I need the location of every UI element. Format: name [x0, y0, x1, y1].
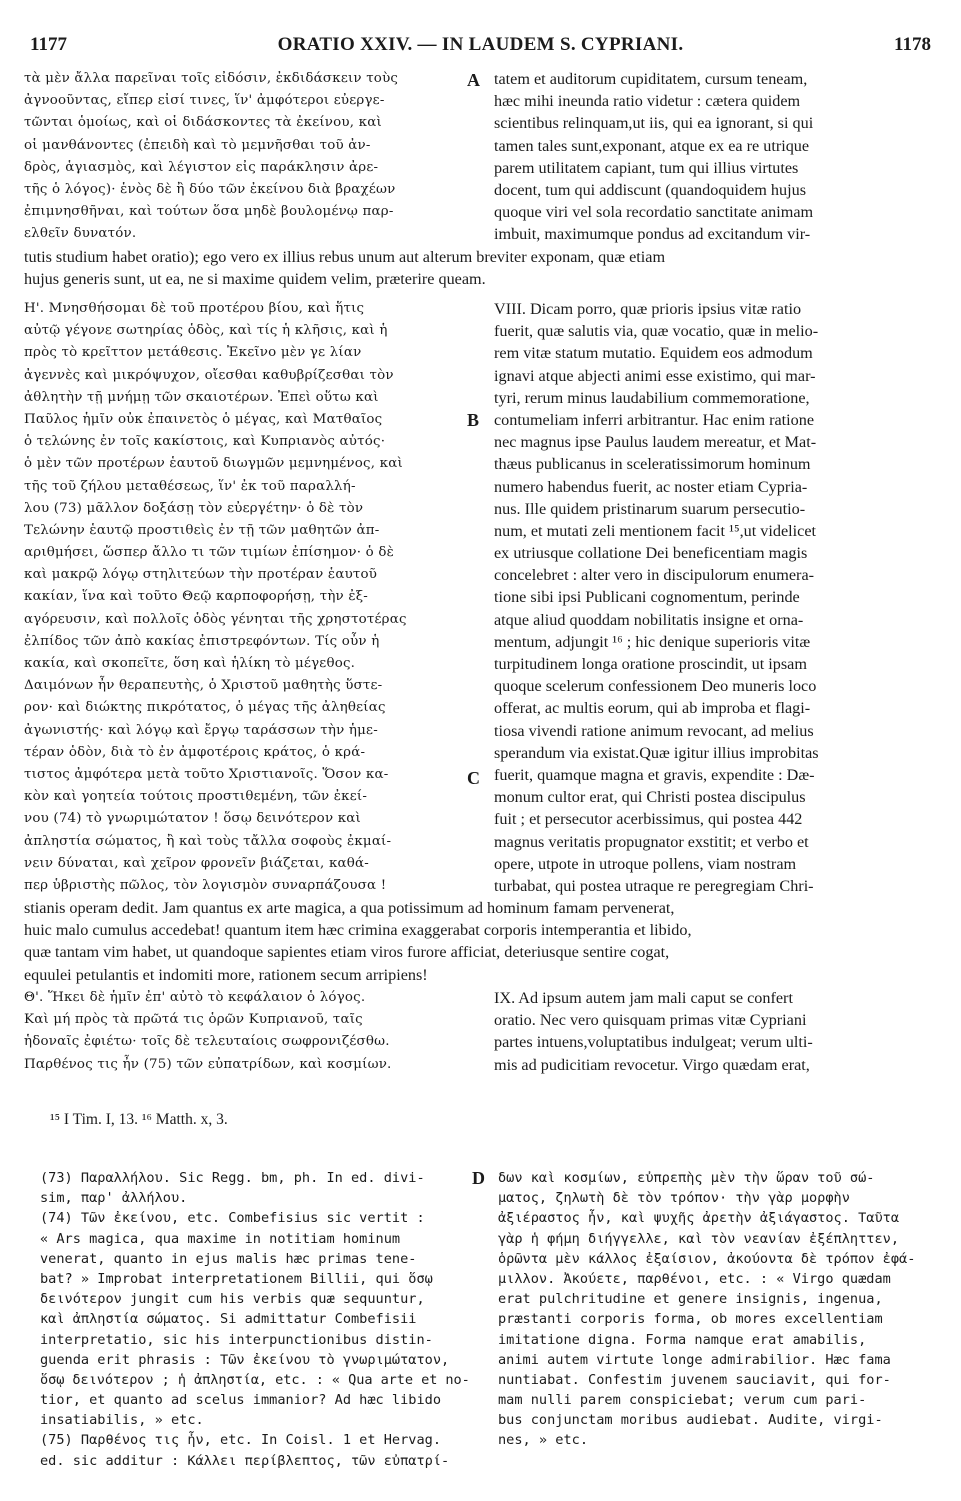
greek-line: ὁ μὲν τῶν προτέρων ἑαυτοῦ διωγμῶν μεμνημένος, καὶ [24, 456, 403, 472]
note-line: venerat, quanto in ejus malis hæc primas tene- [40, 1250, 417, 1267]
greek-line: Θ'. Ἥκει δὲ ἡμῖν ἐπ' αὐτὸ τὸ κεφάλαιον ὁ λόγος. [24, 990, 366, 1005]
latin-line: magnus veritatis propugnator exstitit; et verbo et [494, 832, 809, 851]
latin-line: offerat, ac multis eorum, qui ab improba et flagi- [494, 699, 811, 718]
greek-line: Τελώνην ἑαυτῷ προστιθεὶς ἐν τῇ τῶν μαθητῶν ἀπ- [24, 522, 380, 538]
latin-line: tione sibi ipsi Publicani cognomentum, perinde [494, 588, 800, 607]
latin-line: fuerit, quæ salutis via, quæ vocatio, quæ in melio- [494, 322, 819, 341]
margin-marker-b: B [467, 410, 480, 430]
greek-line: δρὸς, ἁγιασμὸς, καὶ λέγιστον εἰς παράκλησιν ἀρε- [24, 159, 379, 175]
latin-line: oratio. Nec vero quisquam primas vitæ Cypriani [494, 1011, 807, 1030]
latin-line: atque aliud quoddam nobilitatis insigne et orna- [494, 610, 804, 629]
greek-line: Δαιμόνων ἦν θεραπευτὴς, ὁ Χριστοῦ μαθητὴς ὕστε- [24, 678, 383, 694]
full-width-text-1 [24, 246, 939, 290]
latin-line: partes intuens,voluptatibus indulgeat; verum ulti- [494, 1033, 813, 1052]
latin-column-section-2 [494, 298, 934, 897]
latin-line: quoque viri vel sola recordatio sanctitate animam [494, 203, 814, 222]
greek-line: ρον· καὶ διώκτης πικρότατος, ὁ μέγας τῆς ἀληθείας [24, 700, 386, 716]
latin-line: ex utriusque collatione Dei beneficentiam magis [494, 544, 808, 563]
greek-line: τὰ μὲν ἄλλα παρεῖναι τοῖς εἰδόσιν, ἐκδιδάσκειν τοὺς [24, 71, 399, 86]
latin-line: fuit ; et persecutor acerbissimus, qui postea 442 [494, 810, 803, 829]
latin-line: imbuit, maximumque pondus ad excitandum vir- [494, 225, 811, 244]
note-line: mam nulli parem conspiciebat; verum cum pari- [498, 1392, 867, 1409]
latin-line: numero habendus fuerit, ac noster etiam Cypria- [494, 477, 808, 496]
note-line: ὁρῶντα μὲν κάλλος ἐξαίσιον, ἀκούοντα δὲ τρόπον ἐφά- [498, 1250, 916, 1267]
editorial-notes-left [40, 1168, 470, 1471]
greek-line: τιστος ἀμφότερα μετὰ τοῦτο Χριστιανοῖς. Ὅσον κα- [24, 766, 389, 782]
note-line: δων καὶ κοσμίων, εὐπρεπὴς μὲν τὴν ὥραν τοῦ σώ- [498, 1170, 875, 1186]
greek-line: ἀγεννὲς καὶ μικρόψυχον, οἴεσθαι καθυβρίζεσθαι τὸν [24, 367, 394, 383]
full-width-text-2 [24, 897, 939, 986]
note-line: sim, παρ' ἀλλήλου. [40, 1190, 188, 1207]
greek-line: τῆς ὁ λόγος)· ἑνὸς δὲ ἢ δύο τῶν ἐκείνου διὰ βραχέων [24, 181, 396, 197]
latin-line: rem vitæ statum mutatio. Equidem eos admodum [494, 344, 813, 363]
margin-marker-a: A [467, 70, 480, 90]
greek-line: ἀγωνιστής· καὶ λόγῳ καὶ ἔργῳ ταράσσων τὴν ἡμε- [24, 722, 378, 738]
scripture-footnotes [50, 1110, 650, 1130]
latin-line: sperandum via existat.Quæ igitur illius improbitas [494, 743, 819, 762]
greek-line: πρὸς τὸ κρεῖττον μετάθεσις. Ἐκεῖνο μὲν γε λίαν [24, 345, 362, 361]
note-line: animi autem virtute longe admirabilior. Hæc fama [498, 1351, 891, 1368]
greek-line: Παρθένος τις ἦν (75) τῶν εὐπατρίδων, καὶ κοσμίων. [24, 1056, 392, 1072]
latin-line: ignavi atque abjecti animi esse existimo, qui mar- [494, 366, 816, 385]
latin-line: fuerit, quamque magna et gravis, expendite : Dæ- [494, 765, 815, 784]
note-line: ed. sic additur : Κάλλει περίβλεπτος, τῶν εὐπατρί- [40, 1452, 450, 1469]
greek-column-section-3 [24, 987, 464, 1076]
note-line: insatiabilis, » etc. [40, 1412, 204, 1429]
right-page-number: 1178 [894, 34, 931, 55]
running-title: ORATIO XXIV. — IN LAUDEM S. CYPRIANI. [277, 34, 684, 55]
latin-line: scientibus relinquam,ut iis, qui ea ignorant, si qui [494, 114, 814, 133]
note-line: (73) Παραλλήλου. Sic Regg. bm, ph. In ed. divi- [40, 1170, 425, 1186]
note-line: « Ars magica, qua maxime in notitiam hominum [40, 1230, 401, 1247]
greek-line: ἐλπίδος τῶν ἀπὸ κακίας ἐπιστρεφόντων. Τίς οὖν ἡ [24, 633, 380, 649]
greek-line: ἐπιμνησθῆναι, καὶ τούτων ὅσα μηδὲ βουλομένῳ παρ- [24, 204, 394, 220]
greek-line: Η'. Μνησθήσομαι δὲ τοῦ προτέρου βίου, καὶ ἥτις [24, 301, 365, 316]
note-line: καὶ ἀπληστία σώματος. Si admittatur Combefisii [40, 1311, 417, 1328]
note-line: nuntiabat. Confestim juvenem sauciavit, qui for- [498, 1371, 891, 1388]
note-line: erat pulchritudine et genere insignis, ingenua, [498, 1291, 883, 1308]
latin-line: tatem et auditorum cupiditatem, cursum teneam, [494, 70, 808, 88]
greek-line: νειν δύναται, καὶ χεῖρον φρονεῖν βιάζεται, καθά- [24, 855, 369, 871]
latin-line: num, et mutati zeli mentionem facit ¹⁵,ut videlicet [494, 521, 817, 540]
text-line: huic malo cumulus accedebat! quantum item hæc crimina exaggerabat corporis intemperantia et libido, [24, 921, 692, 940]
greek-line: περ ὑβριστὴς πῶλος, τὸν λογισμὸν συναρπάζουσα ! [24, 877, 387, 893]
greek-line: κακία, καὶ σκοπεῖτε, ὅση καὶ ἡλίκη τὸ μέγεθος. [24, 656, 356, 671]
latin-line: turbabat, qui postea utraque re peregregiam Chri- [494, 876, 814, 895]
page-header [30, 34, 931, 56]
latin-column-section-1 [494, 68, 934, 246]
greek-column-section-1 [24, 68, 464, 246]
margin-marker-c: C [467, 768, 480, 788]
greek-line: οἱ μανθάνοντες (ἐπειδὴ καὶ τὸ μεμνῆσθαι τοῦ ἀν- [24, 137, 371, 153]
latin-line: IX. Ad ipsum autem jam mali caput se confert [494, 989, 793, 1007]
greek-line: ελθεῖν δυνατόν. [24, 226, 137, 242]
latin-line: opere, utpote in utroque pollens, viam nostram [494, 854, 797, 873]
margin-marker-d: D [472, 1168, 485, 1188]
text-line: hujus generis sunt, ut ea, ne si maxime quidem velim, præterire queam. [24, 270, 486, 289]
greek-line: Παῦλος ἡμῖν οὐκ ἐπαινετὸς ὁ μέγας, καὶ Ματθαῖος [24, 411, 383, 427]
greek-line: ἀγνοοῦντας, εἴπερ εἰσί τινες, ἵν' ἀμφότεροι εὐεργε- [24, 93, 385, 109]
latin-line: monum cultor erat, qui Christi postea discipulus [494, 788, 806, 807]
editorial-notes-right [498, 1168, 938, 1451]
latin-line: docent, tum qui addiscunt (quandoquidem hujus [494, 180, 807, 199]
greek-line: ἡδοναῖς ἐφιέτω· τοῖς δὲ τελευταίοις σωφρονιζέσθω. [24, 1034, 390, 1050]
greek-line: κακίαν, ἵνα καὶ τοῦτο Θεῷ καρποφορήσῃ, τὴν ἐξ- [24, 589, 369, 605]
note-line: interpretatio, sic his interpunctionibus distin- [40, 1331, 433, 1348]
greek-line: αὐτῷ γέγονε σωτηρίας ὁδὸς, καὶ τίς ἡ κλῆσις, καὶ ἡ [24, 323, 388, 339]
latin-line: thæus publicanus in sceleratissimorum hominum [494, 455, 811, 474]
latin-line: nec magnus ipse Paulus laudem mereatur, et Mat- [494, 433, 817, 452]
greek-line: ὁ τελώνης ἐν τοῖς κακίστοις, καὶ Κυπριανὸς αὐτός· [24, 434, 386, 450]
greek-line: κὸν καὶ γοητεία τούτοις προστιθεμένη, τῶν ἐκεί- [24, 789, 368, 805]
latin-line: tiosa vivendi ratione animum revocant, ad melius [494, 721, 814, 740]
greek-line: τέραν ὁδὸν, διὰ τὸ ἐν ἀμφοτέροις κράτος, ὁ κρά- [24, 744, 366, 760]
latin-line: contumeliam inferri arbitrantur. Hac enim ratione [494, 410, 815, 429]
note-line: (74) Τῶν ἐκείνου, etc. Combefisius sic vertit : [40, 1210, 425, 1227]
note-line: ὅσῳ δεινότερον ; ἡ ἀπληστία, etc. : « Qua arte et no- [40, 1371, 470, 1388]
note-line: μιλλον. Ἀκούετε, παρθένοι, etc. : « Virgo quædam [498, 1270, 891, 1287]
note-line: δεινότερον jungit cum his verbis quæ sequuntur, [40, 1291, 425, 1308]
note-line: præstanti corporis forma, ob mores excellentiam [498, 1311, 883, 1328]
latin-column-section-3 [494, 987, 934, 1076]
latin-line: quoque scelerum confessionem Deo muneris loco [494, 677, 817, 696]
greek-line: τῶνται ὁμοίως, καὶ οἱ διδάσκοντες τὰ ἐκείνου, καὶ [24, 115, 382, 131]
note-line: ματος, ζηλωτὴ δὲ τὸν τρόπον· τὴν γὰρ μορφὴν [498, 1190, 850, 1207]
note-line: bus conjunctam moribus audiebat. Audite, virgi- [498, 1412, 883, 1429]
latin-line: tyri, rerum minus laudabilium commemoratione, [494, 388, 810, 407]
latin-line: hæc mihi ineunda ratio videtur : cætera quidem [494, 92, 801, 111]
note-line: (75) Παρθένος τις ἦν, etc. In Coisl. 1 et Hervag. [40, 1432, 442, 1449]
left-page-number: 1177 [30, 34, 67, 55]
greek-line: τῆς τοῦ ζήλου μεταθέσεως, ἵν' ἐκ τοῦ παραλλή- [24, 478, 356, 494]
greek-column-section-2 [24, 298, 464, 897]
note-line: imitatione digna. Forma namque erat amabilis, [498, 1331, 867, 1348]
note-line: tior, et quanto ad scelus immanior? Ad hæc libido [40, 1392, 442, 1409]
greek-line: αριθμήσει, ὥσπερ ἄλλο τι τῶν τιμίων ἐπίσημον· ὁ δὲ [24, 545, 395, 561]
greek-line: αγόρευσιν, καὶ πολλοῖς ὁδὸς γένηται τῆς χρηστοτέρας [24, 611, 407, 627]
latin-line: VIII. Dicam porro, quæ prioris ipsius vitæ ratio [494, 300, 802, 318]
greek-line: νου (74) τὸ γνωριμώτατον ! ὅσῳ δεινότερον καὶ [24, 811, 361, 827]
latin-line: turpitudinem longa oratione proscindit, ut ipsam [494, 655, 807, 673]
text-line: quæ tantam vim habet, ut quandoque sapientes etiam viros furore afficiat, deteriusque sentire cogat, [24, 943, 670, 962]
greek-line: Καὶ μή πρὸς τὰ πρῶτά τις ὁρῶν Κυπριανοῦ, ταῖς [24, 1012, 363, 1028]
greek-line: λου (73) μᾶλλον δοξάσῃ τὸν εὐεργέτην· ὁ δὲ τὸν [24, 500, 364, 516]
text-line: stianis operam dedit. Jam quantus ex arte magica, a qua potissimum ad hominum famam pervenerat, [24, 899, 675, 917]
latin-line: parem utilitatem capiant, tum qui illius virtutes [494, 158, 799, 177]
latin-line: nus. Ille quidem pristinarum suarum persecutio- [494, 499, 806, 518]
latin-line: concelebret : alter vero in discipulorum enumera- [494, 566, 815, 585]
greek-line: ἀθλητὴν τῇ μνήμῃ τῶν σκαιοτέρων. Ἐπεὶ οὕτω καὶ [24, 389, 379, 405]
latin-line: tamen tales sunt,exponant, atque ex ea re utrique [494, 136, 810, 155]
text-line: tutis studium habet oratio); ego vero ex illius rebus unum aut alterum breviter exponam, quæ etiam [24, 248, 666, 266]
note-line: guenda erit phrasis : Τῶν ἐκείνου τὸ γνωριμώτατον, [40, 1351, 450, 1368]
greek-line: ἀπληστία σώματος, ἢ καὶ τοὺς τἄλλα σοφοὺς ἐκμαί- [24, 833, 392, 849]
latin-line: mentum, adjungit ¹⁶ ; hic denique superioris vitæ [494, 632, 811, 651]
footnote-refs: ¹⁵ I Tim. I, 13. ¹⁶ Matth. x, 3. [50, 1111, 228, 1128]
note-line: γὰρ ἡ φήμη διήγγελλε, καὶ τὸν νεανίαν ἐξέπληττεν, [498, 1230, 900, 1247]
greek-line: καὶ μακρῷ λόγῳ στηλιτεύων τὴν προτέραν ἑαυτοῦ [24, 567, 378, 583]
note-line: ἀξιέραστος ἦν, καὶ ψυχῆς ἀρετὴν ἀξιάγαστος. Ταῦτα [498, 1210, 900, 1227]
latin-line: mis ad pudicitiam revocetur. Virgo quædam erat, [494, 1055, 810, 1074]
text-line: equulei petulantis et indomiti more, rationem secum arripiens! [24, 965, 428, 984]
note-line: bat? » Improbat interpretationem Billii, qui ὅσῳ [40, 1270, 433, 1287]
note-line: nes, » etc. [498, 1432, 589, 1449]
